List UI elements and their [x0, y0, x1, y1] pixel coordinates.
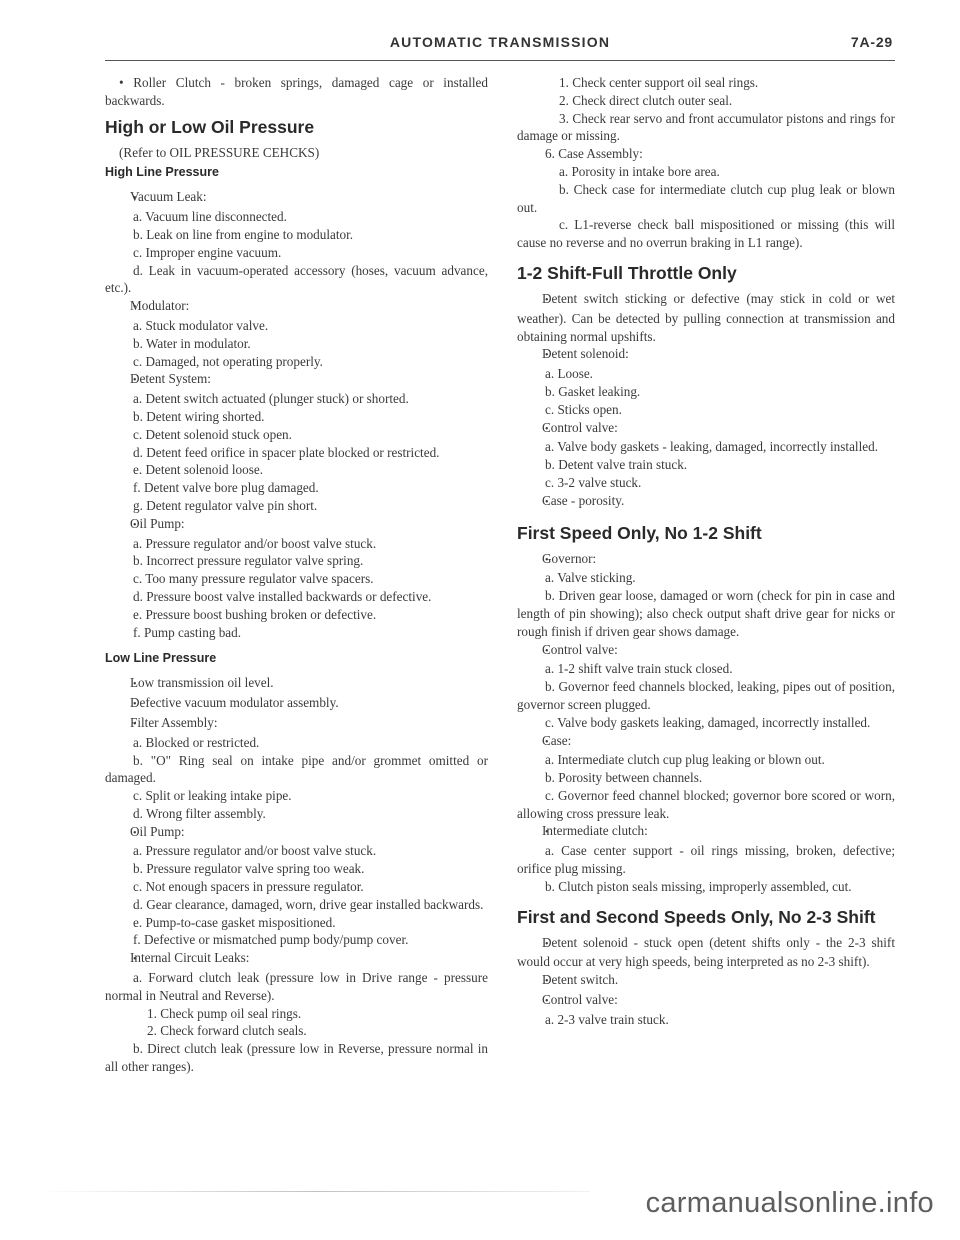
list-item: b. Driven gear loose, damaged or worn (check for pin in case and length of pin showing); also check output shaft drive gear for nicks or rough finish if driven gear shows damage.	[517, 588, 895, 639]
list-item-bullet: • Intermediate clutch:	[517, 822, 895, 842]
list-item: a. Detent switch actuated (plunger stuck) or shorted.	[133, 391, 409, 407]
list-item: b. Detent wiring shorted.	[133, 408, 265, 424]
list-item: a. Pressure regulator and/or boost valve stuck.	[133, 535, 377, 551]
list-item: c. Not enough spacers in pressure regulator.	[133, 879, 364, 895]
list-item: b. Leak on line from engine to modulator.	[133, 226, 354, 242]
list-item-bullet: • Control valve:	[517, 991, 895, 1011]
list-item: b. Porosity between channels.	[545, 770, 703, 786]
list-item: b. Clutch piston seals missing, improperly assembled, cut.	[545, 878, 852, 894]
list-item: 2. Check forward clutch seals.	[147, 1023, 307, 1039]
list-item: c. Detent solenoid stuck open.	[133, 426, 292, 442]
list-item-bullet: • Oil Pump:	[105, 823, 488, 843]
list-item: a. 2-3 valve train stuck.	[545, 1011, 669, 1027]
list-item-bullet: • Detent solenoid - stuck open (detent shifts only - the 2-3 shift would occur at very high speeds, being interpreted as no 2-3 shift).	[517, 934, 895, 972]
list-item-bullet: • Vacuum Leak:	[105, 188, 488, 208]
list-item: d. Leak in vacuum-operated accessory (hoses, vacuum advance, etc.).	[105, 262, 488, 296]
footer-rule	[40, 1191, 590, 1192]
list-item-bullet: • Oil Pump:	[105, 515, 488, 535]
list-item: d. Pressure boost valve installed backwards or defective.	[133, 588, 432, 604]
list-item-bullet: • Low transmission oil level.	[105, 674, 488, 694]
list-item: a. Valve sticking.	[545, 570, 636, 586]
list-item-bullet: • Detent System:	[105, 370, 488, 390]
header-title: AUTOMATIC TRANSMISSION	[389, 34, 611, 50]
list-item: a. Stuck modulator valve.	[133, 317, 269, 333]
list-item: e. Pump-to-case gasket mispositioned.	[133, 914, 336, 930]
list-item: c. Split or leaking intake pipe.	[133, 788, 292, 804]
list-item: 1. Check pump oil seal rings.	[147, 1005, 302, 1021]
list-item: a. Pressure regulator and/or boost valve stuck.	[133, 843, 377, 859]
list-item: f. Defective or mismatched pump body/pump cover.	[133, 932, 409, 948]
list-item: c. L1-reverse check ball mispositioned or missing (this will cause no reverse and no overrun braking in L1 range).	[517, 217, 895, 251]
list-item: d. Wrong filter assembly.	[133, 805, 266, 821]
page-header	[105, 26, 895, 61]
list-item: a. Vacuum line disconnected.	[133, 209, 287, 225]
list-item: b. Check case for intermediate clutch cup plug leak or blown out.	[517, 181, 895, 215]
list-item-bullet: • Modulator:	[105, 297, 488, 317]
section-title-oil-pressure: High or Low Oil Pressure	[105, 116, 315, 137]
list-item: 1. Check center support oil seal rings.	[559, 75, 759, 90]
list-item: 2. Check direct clutch outer seal.	[559, 92, 733, 108]
list-item: c. Too many pressure regulator valve spacers.	[133, 571, 374, 587]
section-title-1-2-shift-full-throttle: 1-2 Shift-Full Throttle Only	[517, 262, 737, 283]
list-item: 3. Check rear servo and front accumulator pistons and rings for damage or missing.	[517, 110, 895, 144]
list-item: a. Porosity in intake bore area.	[559, 163, 720, 179]
list-item: a. 1-2 shift valve train stuck closed.	[545, 661, 733, 677]
list-item: c. Sticks open.	[545, 401, 622, 417]
list-item: c. Valve body gaskets leaking, damaged, incorrectly installed.	[545, 714, 871, 730]
list-item-bullet: • Governor:	[517, 550, 895, 570]
list-item: c. Improper engine vacuum.	[133, 244, 282, 260]
list-item-bullet: • Case:	[517, 732, 895, 752]
list-item: 6. Case Assembly:	[545, 146, 643, 162]
subsection-title-low-line: Low Line Pressure	[105, 651, 217, 666]
list-item: a. Case center support - oil rings missing, broken, defective; orifice plug missing.	[517, 843, 895, 877]
section-title-first-speed-only: First Speed Only, No 1-2 Shift	[517, 522, 762, 543]
list-item: a. Valve body gaskets - leaking, damaged, incorrectly installed.	[545, 439, 879, 455]
list-item: b. "O" Ring seal on intake pipe and/or grommet omitted or damaged.	[105, 752, 488, 786]
list-item-bullet: • Control valve:	[517, 641, 895, 661]
list-item: b. Water in modulator.	[133, 335, 251, 351]
section-note: (Refer to OIL PRESSURE CEHCKS)	[119, 144, 320, 160]
list-item: g. Detent regulator valve pin short.	[133, 497, 318, 513]
list-item-bullet: • Defective vacuum modulator assembly.	[105, 694, 488, 714]
page-number: 7A-29	[850, 34, 893, 50]
list-item: f. Detent valve bore plug damaged.	[133, 480, 319, 496]
list-item: a. Loose.	[545, 366, 593, 382]
list-item: b. Pressure regulator valve spring too weak.	[133, 861, 365, 877]
list-item-bullet: • Filter Assembly:	[105, 714, 488, 734]
list-item: e. Pressure boost bushing broken or defective.	[133, 606, 377, 622]
list-item: f. Pump casting bad.	[133, 624, 242, 640]
list-item-bullet: • Detent switch.	[517, 971, 895, 991]
list-item: e. Detent solenoid loose.	[133, 462, 264, 478]
left-column	[105, 74, 488, 1076]
list-item: a. Intermediate clutch cup plug leaking or blown out.	[545, 752, 825, 768]
watermark-text[interactable]: carmanualsonline.info	[645, 1187, 934, 1219]
section-title-first-and-second-speeds: First and Second Speeds Only, No 2-3 Shift	[517, 906, 876, 927]
list-item-bullet: • Detent solenoid:	[517, 345, 895, 365]
list-item: d. Gear clearance, damaged, worn, drive gear installed backwards.	[133, 896, 484, 912]
list-item-bullet: • Detent switch sticking or defective (may stick in cold or wet weather). Can be detected by pulling connection at transmission and obtaining normal upshifts.	[517, 290, 895, 345]
list-item: a. Forward clutch leak (pressure low in Drive range - pressure normal in Neutral and Reverse).	[105, 970, 488, 1003]
list-item: b. Incorrect pressure regulator valve spring.	[133, 553, 364, 569]
list-item: b. Governor feed channels blocked, leaking, pipes out of position, governor screen plugged.	[517, 679, 895, 712]
intro-paragraph: • Roller Clutch - broken springs, damaged cage or installed backwards.	[105, 75, 488, 108]
list-item: b. Detent valve train stuck.	[545, 457, 688, 473]
list-item: b. Direct clutch leak (pressure low in Reverse, pressure normal in all other ranges).	[105, 1041, 488, 1075]
list-item: b. Gasket leaking.	[545, 383, 641, 399]
list-item-bullet: • Control valve:	[517, 419, 895, 439]
right-column	[517, 74, 895, 1029]
list-item-bullet: • Internal Circuit Leaks:	[105, 949, 488, 969]
subsection-title-high-line: High Line Pressure	[105, 165, 219, 180]
list-item-bullet: • Case - porosity.	[517, 492, 895, 512]
list-item: c. Governor feed channel blocked; governor bore scored or worn, allowing cross pressure leak.	[517, 787, 895, 821]
list-item: a. Blocked or restricted.	[133, 734, 260, 750]
list-item: d. Detent feed orifice in spacer plate blocked or restricted.	[133, 444, 440, 460]
list-item: c. Damaged, not operating properly.	[133, 353, 323, 369]
list-item: c. 3-2 valve stuck.	[545, 474, 642, 490]
